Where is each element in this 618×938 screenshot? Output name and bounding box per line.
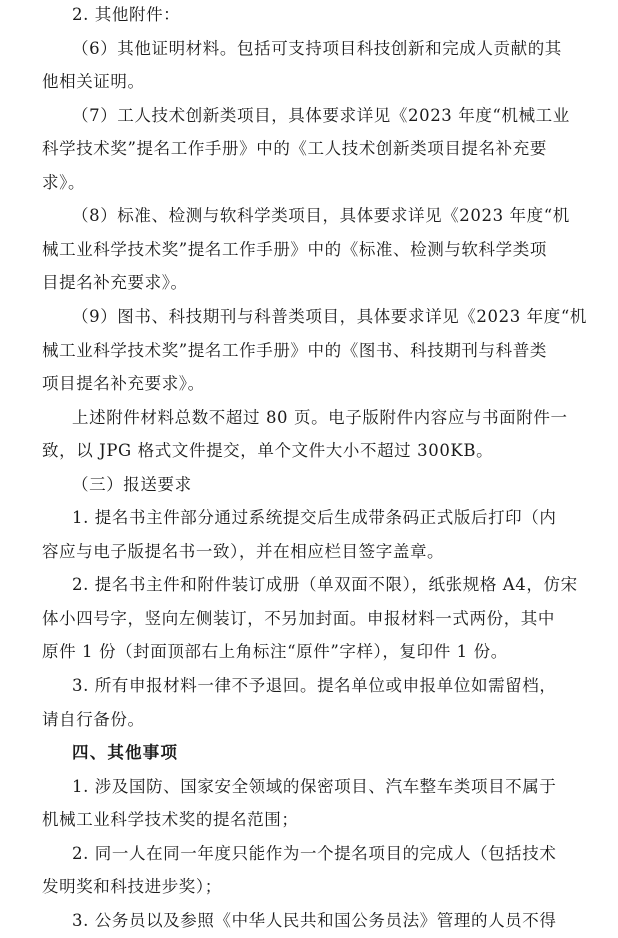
section-heading-other-attachments: 2. 其他附件：: [72, 5, 181, 24]
section-heading-four: 四、其他事项: [72, 743, 179, 763]
item-6-line-1: （6）其他证明材料。包括可支持项目科技创新和完成人贡献的其: [72, 38, 562, 58]
item-8-line-2: 械工业科学技术奖”提名工作手册》中的《标准、检测与软科学类项: [42, 239, 547, 259]
item-8-line-1: （8）标准、检测与软科学类项目，具体要求详见《2023 年度“机: [72, 206, 570, 226]
submission-item-1-line-2: 容应与电子版提名书一致），并在相应栏目签字盖章。: [42, 541, 445, 561]
item-6-line-2: 他相关证明。: [42, 72, 145, 92]
item-9-line-2: 械工业科学技术奖”提名工作手册》中的《图书、科技期刊与科普类: [42, 340, 547, 360]
item-7-line-3: 求》。: [42, 172, 86, 192]
submission-item-3-line-2: 请自行备份。: [42, 709, 145, 729]
item-9-line-1: （9）图书、科技期刊与科普类项目，具体要求详见《2023 年度“机: [72, 306, 587, 326]
submission-item-2-line-1: 2. 提名书主件和附件装订成册（单双面不限），纸张规格 A4，仿宋: [72, 575, 578, 595]
submission-item-3-line-1: 3. 所有申报材料一律不予退回。提名单位或申报单位如需留档，: [72, 676, 557, 695]
submission-item-2-line-3: 原件 1 份（封面顶部右上角标注“原件”字样），复印件 1 份。: [42, 642, 508, 662]
item-9-line-3: 项目提名补充要求》。: [42, 374, 205, 393]
item-7-line-2: 科学技术奖”提名工作手册》中的《工人技术创新类项目提名补充要: [42, 139, 547, 159]
item-7-line-1: （7）工人技术创新类项目，具体要求详见《2023 年度“机械工业: [72, 105, 570, 125]
item-8-line-3: 目提名补充要求》。: [42, 273, 188, 293]
attachment-limit-line-1: 上述附件材料总数不超过 80 页。电子版附件内容应与书面附件一: [72, 407, 568, 427]
section-heading-submission: （三）报送要求: [72, 474, 192, 494]
submission-item-1-line-1: 1. 提名书主件部分通过系统提交后生成带条码正式版后打印（内: [72, 508, 557, 528]
attachment-limit-line-2: 致，以 JPG 格式文件提交，单个文件大小不超过 300KB。: [42, 441, 494, 461]
other-item-1-line-1: 1. 涉及国防、国家安全领域的保密项目、汽车整车类项目不属于: [72, 776, 557, 796]
other-item-1-line-2: 机械工业科学技术奖的提名范围；: [42, 810, 299, 830]
other-item-2-line-2: 发明奖和科技进步奖）；: [42, 877, 222, 897]
submission-item-2-line-2: 体小四号字，竖向左侧装订，不另加封面。申报材料一式两份，其中: [42, 608, 555, 628]
other-item-2-line-1: 2. 同一人在同一年度只能作为一个提名项目的完成人（包括技术: [72, 843, 557, 863]
other-item-3-line-1: 3. 公务员以及参照《中华人民共和国公务员法》管理的人员不得: [72, 910, 557, 930]
